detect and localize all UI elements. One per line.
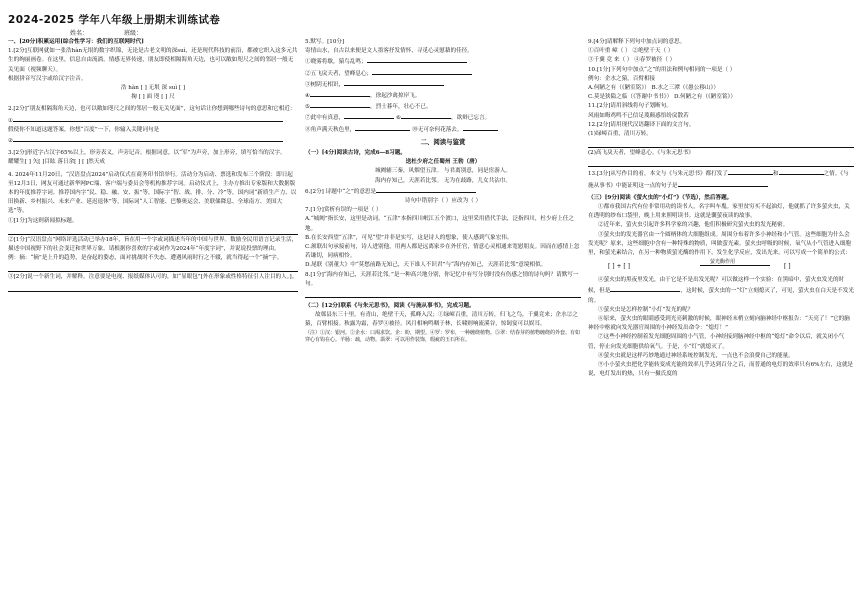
q4-text: 4. 2024年11月20日，“汉语盘点2024”启动仪式在商务印书馆举行。活动分为启动、票选和发布三个阶段：即日起至12月3日，网友可通过新华网PC端、客户端与委员会等机构推荐字词。启动仪式上，主办方推出专家版和大数据版本的年度推荐字词。推荐国内字“民、稳、融、安、振”等，国际字“智、战、排、分、冷”等，国内词“新质生产力、以旧换新、乡村振兴、未来产业、延迟退休”等，国际词“人工智能、巴黎奥运会、美联储降息、全球南方、美国大选”等。 [8,171,297,215]
class-label: 班级： [123,30,142,37]
formula-inputs[interactable]: [ ] + [ ] [608,263,631,271]
q6-text[interactable]: 6.[2分] 诗题中“之”的意思是 [305,186,581,197]
q9-row-1[interactable]: ①百叶重 嶂（ ） ②绝壁干天（ ） [588,48,674,55]
q1-blanks-row1[interactable]: 浩 hàn [ ] 无垠 深 suì [ ] [120,85,186,92]
reading-2-heading: （二）[12分]联系《与朱元思书》，阅读《与施从事书》，完成习题。 [305,303,475,310]
section-1-heading: 一、[20分]积累运用[综合性学习：我们的互联网时代] [8,39,144,45]
exam-title: 2024-2025 学年八年级上册期末训练试卷 [8,14,221,26]
q5-intro: 寄情山水，自古以来便是文人墨客抒发情怀、寻觅心灵慰藉的佳径。 [305,48,473,55]
q8-answer-line[interactable] [305,289,581,298]
q2-answer-line-1[interactable]: ① [8,115,298,126]
column-3 [588,38,854,380]
q10-text: 10.[1分]下列句中加点“之”的用法和例句相同的一项是（ ） [588,66,736,73]
q5-line-1[interactable]: ①晓雾将歇，猿鸟乱鸣； [305,56,581,67]
student-info [70,28,176,37]
column-1 [8,38,298,293]
q3-text: 3.[2分]形近字占汉字65%以上，形旁表义，声旁记音。根据词意，以“军”为声旁，加上形旁，填写恰当的汉字。 [8,150,286,157]
q2-text: 2.[2分]“朋友相隔海角天边，也可以敞如咫尺之间的邻居一般无关见面”，这句话让你想到哪些诗句的意思和它相近： [8,106,296,113]
q2-answer-line-2[interactable]: ② [8,135,298,146]
name-label: 姓名： [70,30,89,37]
q3-blanks[interactable]: 耀耀生[ ] 矢[ ]目眩 落日余[ ] [ ]然天成 [8,159,106,166]
reading-3-para-8: ⑧萤火虫就是这样巧妙地通过神经系统控制发光，一点也不会浪费自己的能量。 [598,352,794,359]
q4-sub2-answer-line[interactable] [8,263,298,272]
column-2 [305,38,581,345]
poem-title: 送杜少府之任蜀州 王勃（唐） [405,159,481,166]
q5-heading: 5.默写。[10分] [305,39,345,45]
reading-3-para-2: ②近年来，萤火虫引起许多科学家的兴趣，他们积极研究萤火虫的发光秘密。 [598,222,789,229]
reading-3-para-5: ⑤萤火虫是怎样控制“小灯”发光的呢？ [598,306,694,313]
q7-option-a[interactable]: A.“城阙”指长安，这里是动词，“五津”本指四川岷江五个渡口，这里采用借代手法，泛指四川，杜少府上任之地。 [305,216,574,232]
q12-sub2: (2)高飞戾天者，望峰息心。《与朱元思书》 [588,150,694,157]
q5-line-2[interactable]: ②五飞戾天者，望峰息心； [305,68,581,79]
formula-output[interactable]: [ ] [784,263,791,271]
q4-sub2: ②[1分]“汉语盘点”网络评选活动已举办18年，旨在用一个字或词描述当年的中国与世界。数励全民用语言记录生活，描述中国视野下的社会变迁和世界万象。请根据你喜欢的字或词作为2024年“年度字词”，并说说投票的理由。 [8,236,298,253]
q5-line-4[interactable]: ④ ，徐起沙禽掠岸飞。 [305,90,581,101]
poem-line-1: 城阙辅三秦，风烟望五津。 与君离别意，同是宦游人。 [374,168,512,175]
q13-text[interactable]: 13.[3分]从写作目的看，本文与《与朱元思书》都打发了 和 之情。《与施从事书》中能证明这一点的句子是 [588,168,854,190]
q5-line-6[interactable]: ⑦此中有真意， ⑥ ，欲辩已忘言。 [305,112,581,123]
q12-sub1-answer-line[interactable] [588,139,854,148]
q7-text: 7.[1分]赏析有误的一项是（ ） [305,207,382,214]
q11-sentence[interactable]: 风雨如晦鸡鸣不已信足蔑颠惑悟纷戾散若 [588,112,689,119]
reading-3-para-6: ⑥原来，萤火虫的眼睛感受到光亮刺激的时候，眼神经末梢立刻向脑神经中枢报告：“天亮了！”它的脑神经中枢就向发光器官周围的小神经发出命令：“熄灯！” [588,316,850,332]
q1-blanks-row2[interactable]: 掬 [ ] 面 咫 [ ] 尺 [131,94,175,101]
q10-options-ab[interactable]: A.何陋之有（《陋室铭》） B.水之三潭（《愚公移山》） [588,85,719,92]
q1-text: 1.[2分]互联网就如一张浩hàn无垠的数字织锦，无论是古老文明的深suì，还是现代科技的前沿，都被它织入这多元共生的绚丽画卷。在这里，信息自由流淌，情感无界传递，朋友即使相隔海角天边，也可以敞如咫尺之间的邻居一般无关见面（视频聊天）。 [8,48,298,73]
q9-row-2[interactable]: ③千翼 竞 来（ ） ④春罗被径（ ） [588,57,676,64]
reading-1-heading: （一）[4分]阅读古诗，完成6—8习题。 [305,150,406,157]
poem-line-2: 海内存知己，天涯若比邻。 无为在歧路，儿女共沾巾。 [374,177,512,184]
q5-line-7[interactable]: ⑧角声满天秋色里， ⑩无可奈何花落去。 [305,124,581,135]
reading-3-para-9: ⑨小小萤火虫把化学能转变成光能的效率几乎达到百分之百，而普通的电灯的效率只有6%左右，这就是说，电灯发出的热，只有一摄氏度的 [588,362,854,378]
q6-text-b[interactable]: 诗句中错别字（ ）应改为（ ） [404,198,482,205]
q10-example: 例句：企水之猿，百臂相接 [588,75,656,82]
q4-sub1-answer-line[interactable] [8,226,298,235]
q2-text-b: 假使你不知道这题答案，你想“百度”一下，你输入关键词句是 [8,126,160,133]
reading-3-para-1: ①都市我国古代有位非常用功的读书人，名字叫车胤。家里贫穷买不起油灯，他就抓了许多萤火虫，关在透明的纱布口袋里，晚上用来照明读书。这就是囊萤夜读的故事。 [588,204,850,220]
q5-line-3[interactable]: ③树阴无相识， [305,79,581,90]
reading-3-para-3: ③萤火虫的发光器官由一个圆柄体的大细胞组成。周围分布着许多小神经和小气管。这些细胞为什么会发光呢？原来，这些细胞中含有一种特殊的物质，叫做萤光素。萤火虫呼吸的时候，氧气从小气管进入细胞里，和萤光素结合，在另一种物质萤光酶的作用下，发生化学反应，发出光来。可以写成一个简单的公式： [588,231,851,257]
reading-3-heading: （三）[9分]阅读《萤火虫的“小灯”》（节选），然后答题。 [588,194,733,201]
reading-2-notes: （注）①汉：银河。②企水：口渴求饮。企：盼，期望。④罗：罗布，一种缠绕植物。⑤翠：结春芽的植物缠绕的外套。有如穿心有钩在心。羊肠：疏，动物。翡翠：可以用作装饰，瑕疵的玉石所在。 [305,329,581,344]
q4-sub3-answer-line[interactable] [8,283,298,292]
q4-example: 例：摘：“摘”是上升的趋势，是奋起的姿态，面对挑战时不失态、遭遇风雨时行之不辍，就当得起一个“摘”字。 [8,255,283,262]
q12-sub2-answer-line[interactable] [588,158,854,167]
q9-text: 9.[4分]请解释下列句中加点词的意思。 [588,39,686,45]
q7-option-c[interactable]: C.颔联出句承接前句，诗人进别他，用两人都是远离家乡在外任官，情意心灵相通来宽慰朋友。因而在感情上忽若谦切，同病相怜。 [305,244,580,260]
q11-text: 11.[2分]请用斜线将句子划断句。 [588,103,672,110]
formula-arrow [700,265,770,266]
q8-text: 8.[1分]“海内存知己，天涯若比邻。”是一种高兴地分别，你记忆中有写分别时没有伤感之情的诗句吗？请默写一句。 [305,271,579,287]
q7-option-d[interactable]: D.尾联《别董大》中“莫愁前路无知己，天下谁人不识君”与“海内存知己，天涯若比邻”意境相似。 [305,262,547,269]
q7-option-b[interactable]: B.在长安西望“五津”，可见“望”并非是实写，这是诗人的想象，使人感到气象宏伟。 [305,234,513,241]
formula-arrow-label: 萤光酶作用 [710,259,736,266]
formula-diagram [588,260,854,274]
q12-sub1: (1)绿嶂百重，清川万转。 [588,131,652,138]
q5-line-5[interactable]: ⑤ ，烈士暮年，壮心不已。 [305,101,581,112]
q1-instruction: 根据拼音写汉字或给汉字注音。 [8,75,87,82]
q10-options-cd[interactable]: C.莫是狭隘之临（《答谢中书书》） D.何陋之有（《陋室铭》） [588,94,736,101]
reading-3-para-4[interactable]: ④萤火虫的黑夜里发光，由于它是不是出发光呢？可以做这样一个实验：在黑暗中，萤火虫发光的时候，但是 ，这时候，萤火虫的一“灯”立刻熄灭了，可见，萤火虫在白天是不发光的。 [588,277,854,304]
q12-text: 12.[2分]请用现代汉语翻译下面的文言句。 [588,121,695,128]
q4-sub1: ①[1分]为这则新闻拟标题。 [8,217,78,224]
reading-2-passage: 故鄣县东三十里，有青山，绝壁干天，孤峰入汉；①绿嶂百重，清川万转，归飞之鸟，千翼竞来；企水②之猿，百臂相接。秋露为霜，春罗④被径。风月相响鸣咽于林，长啸则响流溪谷，惊谒宴可以娱耳。 [305,312,578,328]
q4-sub3: ③[2分]说一个新生词，并解释。注意要是电视、报纸媒体认可的，如“显眼包”[外在形象或性格特征引人注目的人。]。 [8,274,298,281]
reading-3-para-7: ⑦这些小神经控制着发光细胞周围的小气管，小神经接到脑神经中枢的“熄灯”命令以后，就关闭小气管，停止向发光细胞供给氧气。于是，小“灯”就熄灭了。 [588,334,845,350]
section-2-heading: 二、阅读与鉴赏 [420,137,466,146]
